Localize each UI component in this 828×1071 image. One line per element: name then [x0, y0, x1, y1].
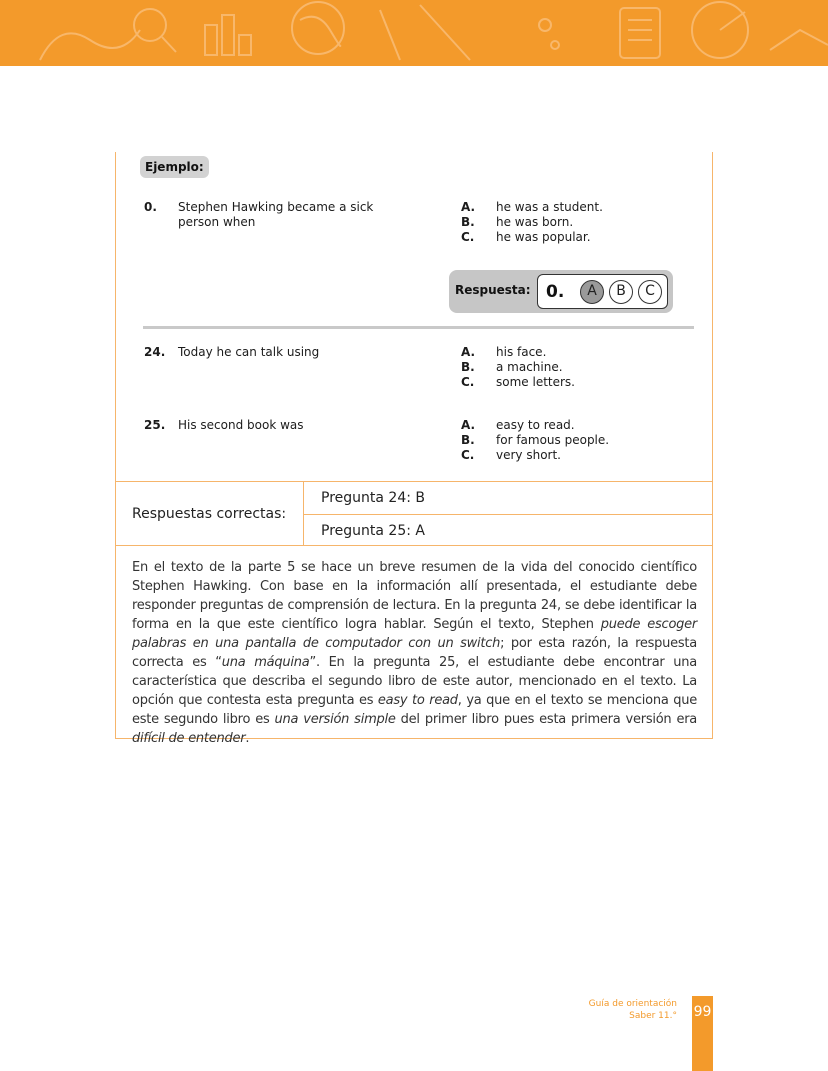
footer-guide-title: Guía de orientación Saber 11.°	[588, 999, 677, 1021]
option-b: B. a machine.	[461, 360, 563, 374]
header-banner	[0, 0, 828, 66]
correct-answers-label: Respuestas correctas:	[132, 506, 287, 522]
bubble-a: A	[580, 280, 604, 304]
question-number: 0.	[144, 200, 157, 214]
answer-sheet-example	[449, 270, 673, 313]
question-25-options	[461, 418, 609, 463]
question-stem: Today he can talk using	[178, 345, 320, 359]
example-tag: Ejemplo:	[140, 156, 209, 178]
table-divider	[303, 514, 713, 515]
question-stem: Stephen Hawking became a sick person when	[178, 200, 374, 229]
bubble-b: B	[609, 280, 633, 304]
option-a: A. his face.	[461, 345, 547, 359]
option-c: C. very short.	[461, 448, 561, 462]
answer-bubbles	[537, 274, 668, 309]
option-a: A. he was a student.	[461, 200, 603, 214]
question-number: 25.	[144, 418, 166, 432]
answer-row-25: Pregunta 25: A	[321, 523, 425, 539]
bubble-c: C	[638, 280, 662, 304]
question-number: 24.	[144, 345, 166, 359]
question-24-options	[461, 345, 575, 390]
divider	[143, 326, 694, 329]
example-options	[461, 200, 603, 245]
answer-row-24: Pregunta 24: B	[321, 490, 425, 506]
question-stem: His second book was	[178, 418, 304, 432]
page-number: 99	[693, 1004, 712, 1020]
option-c: C. he was popular.	[461, 230, 591, 244]
option-b: B. for famous people.	[461, 433, 610, 447]
answer-label: Respuesta:	[455, 283, 531, 297]
option-a: A. easy to read.	[461, 418, 575, 432]
option-c: C. some letters.	[461, 375, 575, 389]
explanation-paragraph: En el texto de la parte 5 se hace un breve resumen de la vida del conocido científico Stephen Hawking. Con base en la información allí presentada, el estudiante debe responder preguntas de comprensión de lectura. En la pregunta 24, se debe identificar la forma en la que este científico logra hablar. Según el texto, Stephen puede escoger palabras en una pantalla de computador con un switch; por esta razón, la respuesta correcta es “una máquina”. En la pregunta 25, el estudiante debe encontrar una característica que describa el segundo libro de este autor, mencionado en el texto. La opción que contesta esta pregunta es easy to read, ya que en el texto se menciona que este segundo libro es una versión simple del primer libro pues esta primera versión era difícil de entender.	[132, 560, 698, 746]
decorative-pattern-icon	[0, 0, 828, 66]
correct-answers-table	[115, 481, 713, 546]
answer-number: 0.	[546, 282, 565, 302]
option-b: B. he was born.	[461, 215, 574, 229]
page-number-tab	[692, 996, 713, 1071]
